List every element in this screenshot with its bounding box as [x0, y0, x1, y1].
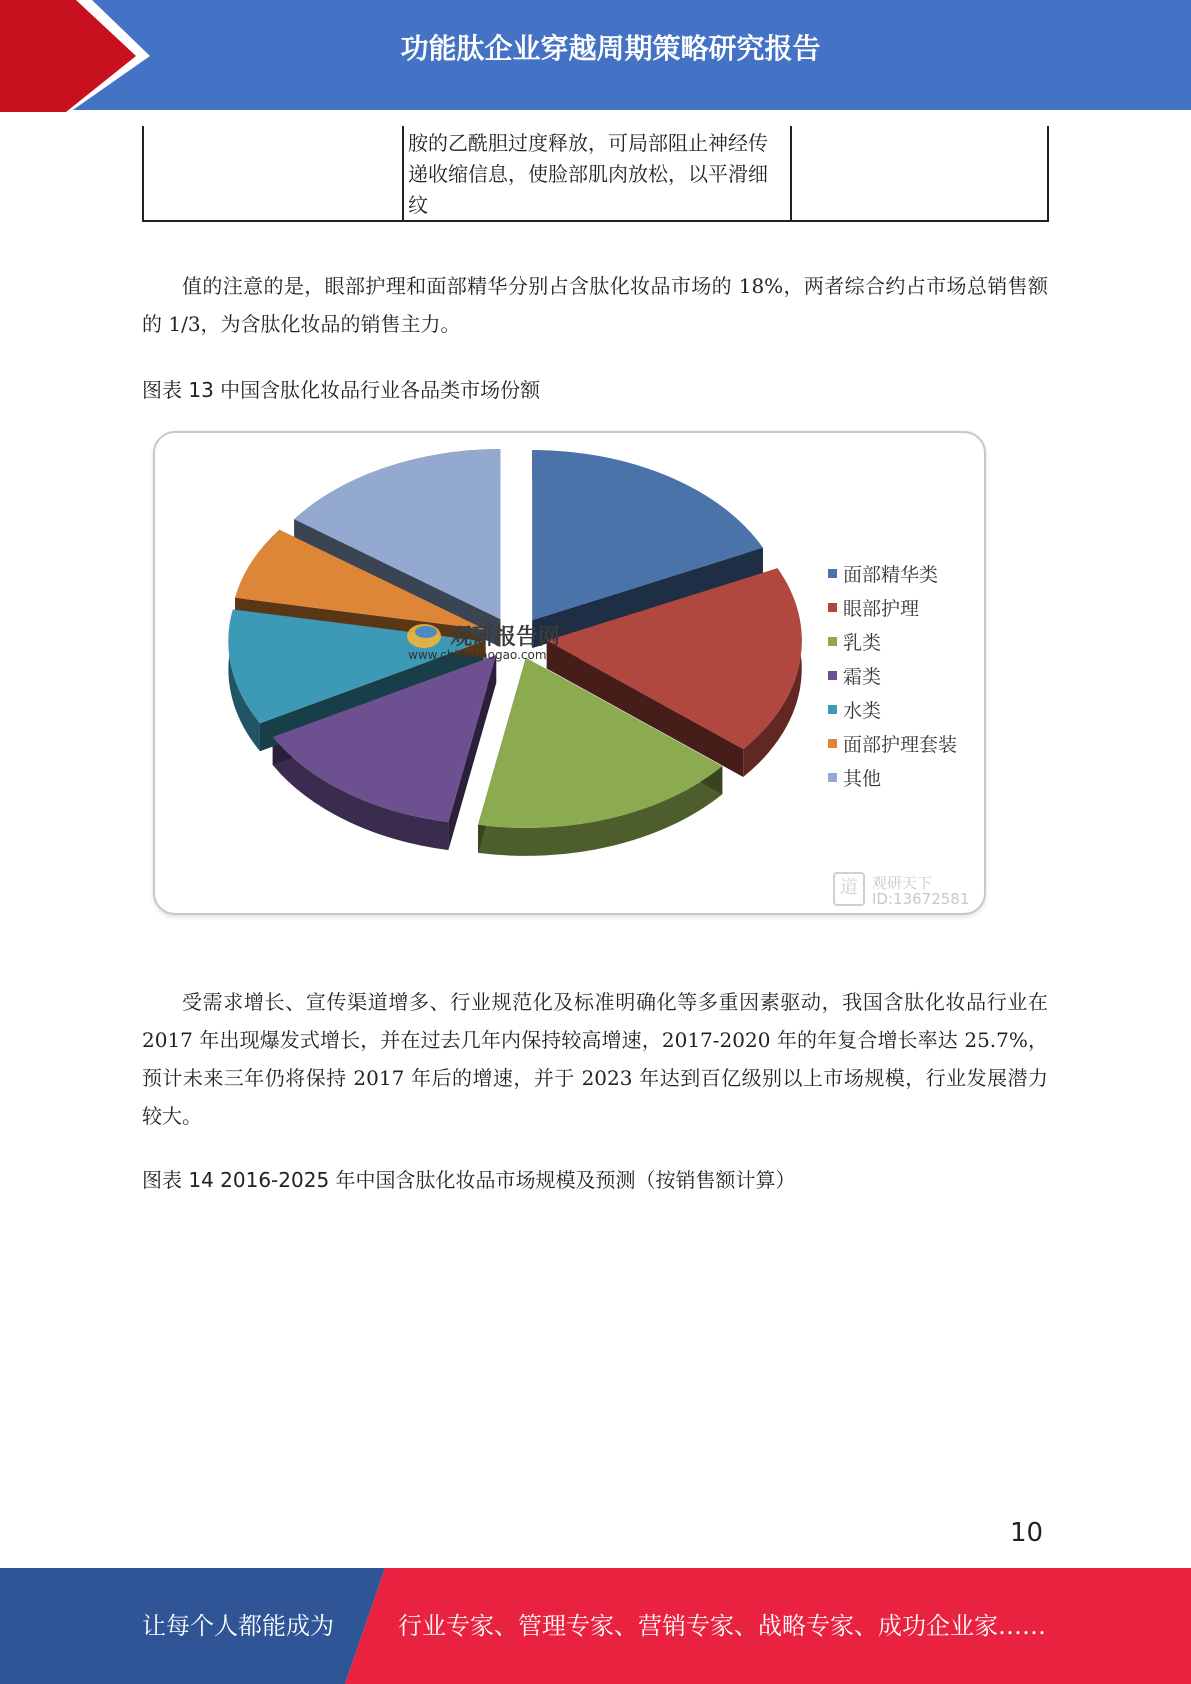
legend-item [828, 624, 957, 658]
footer-slogan-left: 让每个人都能成为 [142, 1612, 334, 1640]
figure-14-caption: 图表 14 2016-2025 年中国含肽化妆品市场规模及预测（按销售额计算） [142, 1168, 796, 1192]
legend-swatch [828, 705, 837, 714]
legend-item [828, 726, 957, 760]
legend-label: 霜类 [843, 665, 882, 688]
corner-watermark-line1: 观研天下 [872, 874, 933, 892]
legend-swatch [828, 637, 837, 646]
legend-swatch [828, 671, 837, 680]
corner-watermark-icon: 道 [833, 872, 865, 906]
legend-label: 面部护理套装 [843, 733, 958, 756]
legend-item [828, 590, 957, 624]
watermark-url: www.chinabaogao.com [408, 648, 547, 662]
table-cell-description: 胺的乙酰胆过度释放，可局部阻止神经传递收缩信息，使脸部肌肉放松，以平滑细纹 [404, 126, 792, 220]
legend-swatch [828, 773, 837, 782]
legend-item [828, 760, 957, 794]
paragraph-growth: 受需求增长、宣传渠道增多、行业规范化及标准明确化等多重因素驱动，我国含肽化妆品行业在 2017 年出现爆发式增长，并在过去几年内保持较高增速，2017-2020 年的年复合增长率达 25.7%，预计未来三年仍将保持 2017 年后的增速，并于 2023 年达到百亿级别以上市场规模，行业发展潜力较大。 [142, 990, 1048, 1128]
table-fragment [142, 126, 1049, 222]
paragraph-market-share: 值的注意的是，眼部护理和面部精华分别占含肽化妆品市场的 18%，两者综合约占市场总销售额的 1/3，为含肽化妆品的销售主力。 [142, 274, 1048, 336]
legend-label: 乳类 [843, 631, 882, 654]
chart-legend [828, 556, 957, 794]
table-cell-empty-left [144, 126, 404, 220]
legend-label: 面部精华类 [843, 563, 939, 586]
page-header [0, 0, 1191, 110]
legend-label: 水类 [843, 699, 882, 722]
corner-watermark-line2: ID:13672581 [872, 890, 970, 908]
page-number: 10 [1010, 1518, 1044, 1548]
legend-item [828, 556, 957, 590]
watermark-brand: 观研报告网 [450, 625, 561, 650]
figure-13-caption: 图表 13 中国含肽化妆品行业各品类市场份额 [142, 378, 541, 402]
legend-swatch [828, 569, 837, 578]
legend-swatch [828, 603, 837, 612]
legend-label: 其他 [843, 767, 882, 790]
footer-slogan-right: 行业专家、管理专家、营销专家、战略专家、成功企业家…… [398, 1612, 1046, 1640]
legend-swatch [828, 739, 837, 748]
watermark-logo-icon [404, 618, 448, 654]
report-title: 功能肽企业穿越周期策略研究报告 [400, 32, 821, 65]
page-footer [0, 1568, 1191, 1684]
legend-item [828, 658, 957, 692]
legend-item [828, 692, 957, 726]
legend-label: 眼部护理 [843, 597, 920, 620]
